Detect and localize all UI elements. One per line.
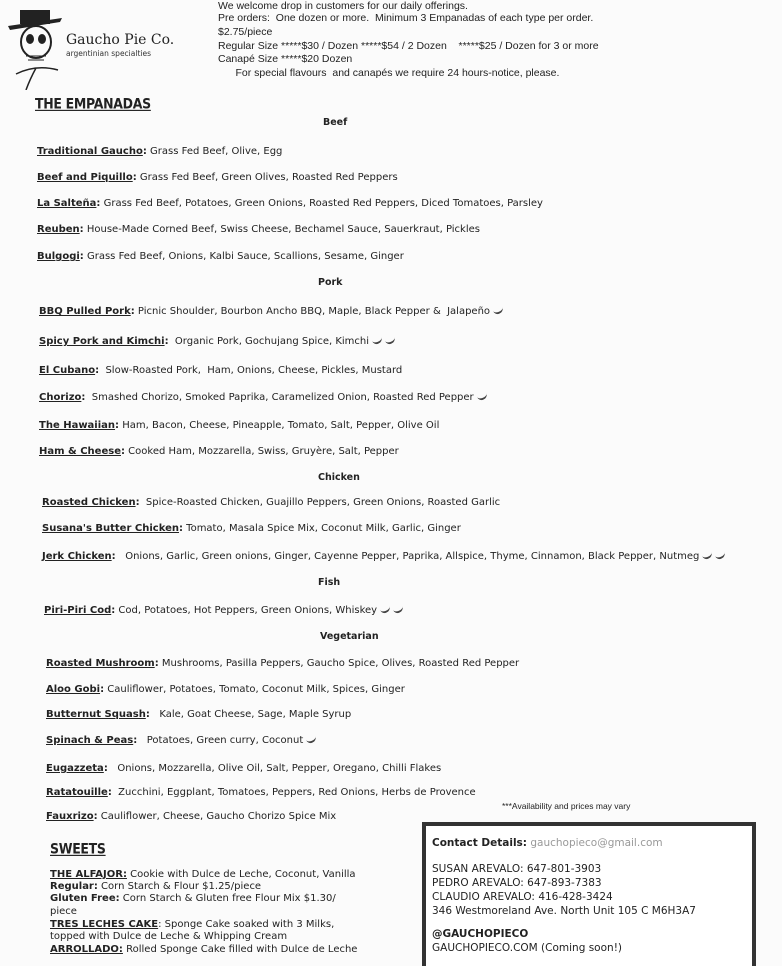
menu-item (46, 787, 476, 798)
category-heading: Pork (318, 277, 343, 288)
menu-item-name: Roasted Chicken (42, 497, 136, 508)
header-line: Canapé Size *****$20 Dozen (218, 53, 353, 65)
category-heading: Chicken (318, 472, 360, 483)
sweets-label: TRES LECHES CAKE (50, 919, 159, 930)
menu-item-name: Reuben (37, 224, 80, 235)
colon: : (111, 605, 116, 616)
header-line: Pre orders: One dozen or more. Minimum 3 Empanadas of each type per order. (218, 12, 594, 24)
header-line: Regular Size *****$30 / Dozen *****$54 / 2 Dozen *****$25 / Dozen for 3 or more (218, 40, 599, 52)
menu-item-name: Butternut Squash (46, 709, 146, 720)
menu-item (46, 735, 316, 746)
chili-pepper-icon (476, 391, 488, 402)
chili-pepper-icon (392, 604, 404, 615)
menu-item-description: Kale, Goat Cheese, Sage, Maple Syrup (149, 709, 352, 720)
sweets-text: Corn Starch & Gluten free Flour Mix $1.30/ (119, 893, 336, 904)
sweets-line (50, 881, 261, 892)
menu-item-name: Chorizo (39, 392, 82, 403)
colon: : (79, 224, 84, 235)
chili-pepper-icon (492, 305, 504, 316)
colon: : (120, 446, 125, 457)
menu-item (39, 336, 395, 347)
contact-email[interactable]: gauchopieco@gmail.com (530, 837, 663, 849)
menu-item (39, 392, 487, 403)
menu-item-description: House-Made Corned Beef, Swiss Cheese, Bechamel Sauce, Sauerkraut, Pickles (83, 224, 480, 235)
sweets-label: Regular: (50, 881, 98, 892)
colon: : (133, 735, 138, 746)
menu-item-name: Susana's Butter Chicken (42, 523, 179, 534)
menu-item-name: El Cubano (39, 365, 96, 376)
menu-item-name: Traditional Gaucho (37, 146, 143, 157)
menu-item-description: Grass Fed Beef, Olive, Egg (146, 146, 283, 157)
menu-item (46, 709, 351, 720)
menu-item-description: Grass Fed Beef, Potatoes, Green Onions, Roasted Red Peppers, Diced Tomatoes, Parsley (100, 198, 543, 209)
sweets-line (50, 919, 334, 930)
chili-pepper-icon (371, 335, 383, 346)
colon: : (145, 709, 150, 720)
menu-item-description: Slow-Roasted Pork, Ham, Onions, Cheese, Pickles, Mustard (99, 365, 403, 376)
menu-item-description: Cauliflower, Potatoes, Tomato, Coconut Milk, Spices, Ginger (104, 684, 405, 695)
menu-item-description: Potatoes, Green curry, Coconut (137, 735, 304, 746)
menu-item-description: Cauliflower, Cheese, Gaucho Chorizo Spice Mix (97, 811, 337, 822)
menu-item (46, 684, 405, 695)
sweets-label: Gluten Free: (50, 893, 120, 904)
header-line: $2.75/piece (218, 26, 273, 38)
menu-item-description: Picnic Shoulder, Bourbon Ancho BBQ, Maple, Black Pepper & Jalapeño (134, 306, 491, 317)
menu-item-name: Piri-Piri Cod (44, 605, 112, 616)
sweets-text: Rolled Sponge Cake filled with Dulce de Leche (122, 944, 358, 955)
sweets-text: Cookie with Dulce de Leche, Coconut, Vanilla (126, 869, 356, 880)
chili-pepper-icon (701, 550, 713, 561)
contact-person: PEDRO AREVALO: 647-893-7383 (432, 877, 602, 889)
colon: : (142, 146, 147, 157)
contact-website[interactable]: GAUCHOPIECO.COM (Coming soon!) (432, 942, 622, 954)
colon: : (96, 198, 101, 209)
menu-item-description: Tomato, Masala Spice Mix, Coconut Milk, Garlic, Ginger (182, 523, 461, 534)
contact-details (432, 837, 663, 849)
menu-item (39, 446, 399, 457)
menu-item-description: Smashed Chorizo, Smoked Paprika, Caramelized Onion, Roasted Red Pepper (85, 392, 474, 403)
contact-social[interactable]: @GAUCHOPIECO (432, 928, 529, 940)
menu-item (37, 251, 404, 262)
sweets-line (50, 906, 77, 917)
menu-item (37, 198, 543, 209)
colon: : (115, 420, 120, 431)
menu-item-name: Ratatouille (46, 787, 108, 798)
menu-item (37, 224, 480, 235)
colon: : (164, 336, 169, 347)
menu-item-description: Ham, Bacon, Cheese, Pineapple, Tomato, Salt, Pepper, Olive Oil (119, 420, 440, 431)
colon: : (107, 787, 112, 798)
colon: : (132, 172, 137, 183)
chili-pepper-icon (384, 335, 396, 346)
brand-tagline: argentinian specialties (66, 49, 151, 58)
sweets-text: Corn Starch & Flour $1.25/piece (97, 881, 262, 892)
contact-person: SUSAN AREVALO: 647-801-3903 (432, 863, 602, 875)
sweets-label: THE ALFAJOR: (50, 869, 127, 880)
menu-item-name: Ham & Cheese (39, 446, 121, 457)
menu-item (39, 365, 402, 376)
menu-item-name: Aloo Gobi (46, 684, 101, 695)
menu-item-description: Grass Fed Beef, Onions, Kalbi Sauce, Scallions, Sesame, Ginger (83, 251, 404, 262)
sweets-label: ARROLLADO: (50, 944, 123, 955)
contact-label: Contact Details: (432, 837, 527, 849)
menu-item (37, 146, 282, 157)
logo (6, 4, 206, 90)
colon: : (103, 763, 108, 774)
menu-item (42, 551, 725, 562)
contact-address: 346 Westmoreland Ave. North Unit 105 C M6H3A7 (432, 905, 696, 917)
menu-item-name: Spinach & Peas (46, 735, 134, 746)
sweets-text: piece (50, 906, 77, 917)
colon: : (81, 392, 86, 403)
colon: : (79, 251, 84, 262)
chili-pepper-icon (379, 604, 391, 615)
menu-item-name: The Hawaiian (39, 420, 116, 431)
menu-item-description: Grass Fed Beef, Green Olives, Roasted Red Peppers (136, 172, 398, 183)
colon: : (135, 497, 140, 508)
sweets-text: : Sponge Cake soaked with 3 Milks, (158, 919, 335, 930)
menu-item-description: Cooked Ham, Mozzarella, Swiss, Gruyère, Salt, Pepper (124, 446, 399, 457)
category-heading: Vegetarian (320, 631, 379, 642)
menu-item-description: Cod, Potatoes, Hot Peppers, Green Onions, Whiskey (115, 605, 378, 616)
menu-item (39, 306, 503, 317)
menu-item (39, 420, 439, 431)
menu-item-name: Spicy Pork and Kimchi (39, 336, 165, 347)
menu-item-name: Jerk Chicken (42, 551, 112, 562)
colon: : (178, 523, 183, 534)
colon: : (95, 365, 100, 376)
menu-item-description: Organic Pork, Gochujang Spice, Kimchi (168, 336, 370, 347)
brand-name: Gaucho Pie Co. (66, 32, 175, 48)
colon: : (93, 811, 98, 822)
menu-item-description: Spice-Roasted Chicken, Guajillo Peppers, Green Onions, Roasted Garlic (139, 497, 501, 508)
menu-item-name: BBQ Pulled Pork (39, 306, 131, 317)
header-line: For special flavours and canapés we require 24 hours-notice, please. (218, 67, 560, 79)
menu-item (46, 763, 441, 774)
menu-item-name: Fauxrizo (46, 811, 94, 822)
category-heading: Fish (318, 577, 341, 588)
menu-item (46, 658, 519, 669)
menu-item-name: Roasted Mushroom (46, 658, 155, 669)
sweets-title: SWEETS (50, 839, 106, 858)
colon: : (111, 551, 116, 562)
skull-gaucho-icon (6, 4, 66, 90)
category-heading: Beef (323, 117, 348, 128)
header-line: We welcome drop in customers for our daily offerings. (218, 0, 468, 12)
menu-item-name: Eugazzeta (46, 763, 104, 774)
sweets-line (50, 931, 287, 942)
sweets-line (50, 869, 356, 880)
menu-item-name: Beef and Piquillo (37, 172, 133, 183)
menu-item (46, 811, 336, 822)
menu-item (42, 523, 461, 534)
menu-item-description: Zucchini, Eggplant, Tomatoes, Peppers, Red Onions, Herbs de Provence (111, 787, 476, 798)
sweets-text: topped with Dulce de Leche & Whipping Cream (50, 931, 288, 942)
menu-item (44, 605, 403, 616)
colon: : (154, 658, 159, 669)
contact-person: CLAUDIO AREVALO: 416-428-3424 (432, 891, 613, 903)
chili-pepper-icon (714, 550, 726, 561)
menu-item-description: Mushrooms, Pasilla Peppers, Gaucho Spice, Olives, Roasted Red Pepper (158, 658, 520, 669)
menu-item (37, 172, 398, 183)
availability-note: ***Availability and prices may vary (502, 801, 631, 811)
chili-pepper-icon (305, 734, 317, 745)
empanadas-title: THE EMPANADAS (35, 94, 151, 113)
menu-item-description: Onions, Garlic, Green onions, Ginger, Cayenne Pepper, Paprika, Allspice, Thyme, Cinnamon, Black Pepper, Nutmeg (115, 551, 700, 562)
colon: : (100, 684, 105, 695)
colon: : (130, 306, 135, 317)
menu-item-description: Onions, Mozzarella, Olive Oil, Salt, Pepper, Oregano, Chilli Flakes (107, 763, 442, 774)
menu-item (42, 497, 500, 508)
menu-item-name: La Salteña (37, 198, 97, 209)
menu-item-name: Bulgogi (37, 251, 80, 262)
sweets-line (50, 893, 336, 904)
